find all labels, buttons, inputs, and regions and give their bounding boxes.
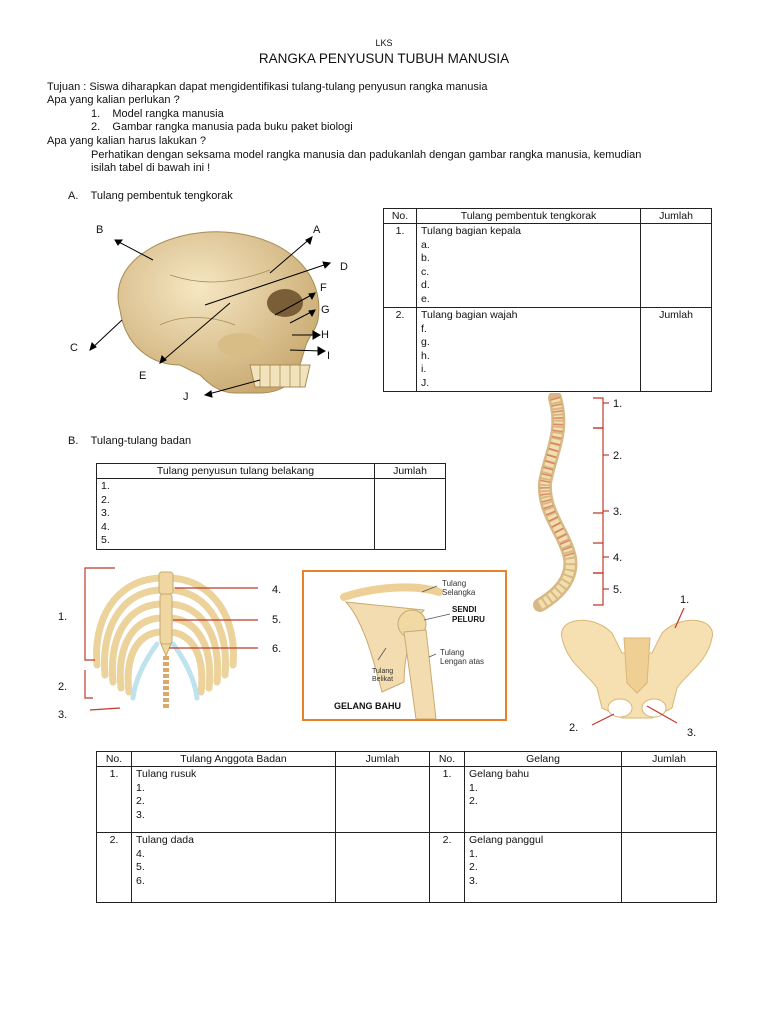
row-no: 1. <box>430 767 465 833</box>
list-item: 4. <box>101 520 110 533</box>
list-item: 5. <box>101 534 110 546</box>
label-lengan-atas: Tulang Lengan atas <box>440 648 485 666</box>
intro-lakukan-text: Perhatikan dengan seksama model rangka manusia dan padukanlah dengan gambar rangka manusia, kemudian <box>91 149 642 161</box>
list-item: f. <box>421 322 427 335</box>
row-title: Tulang bagian kepala <box>421 225 522 237</box>
worksheet-code: LKS <box>375 38 393 48</box>
row-no: 2. <box>384 308 417 392</box>
spine-label-4: 4. <box>613 552 623 564</box>
table-row <box>430 767 717 833</box>
skull-illustration <box>60 215 360 415</box>
list-item: 2. <box>469 795 478 807</box>
table-header: Gelang <box>465 752 622 767</box>
spine-table <box>96 463 446 550</box>
table-header: Jumlah <box>375 464 446 479</box>
list-item: 5. <box>136 861 145 873</box>
table-header: No. <box>384 209 417 224</box>
list-item: c. <box>421 265 430 278</box>
skull-label-f: F <box>320 282 327 294</box>
list-item: a. <box>421 238 430 251</box>
row-title: Gelang panggul <box>469 834 544 846</box>
spine-label-5: 5. <box>613 584 623 596</box>
list-item: d. <box>421 279 430 291</box>
label-belikat: Tulang Belikat <box>372 668 394 683</box>
row-title: Tulang rusuk <box>136 768 197 780</box>
pelvis-illustration <box>552 608 722 738</box>
table-row <box>430 833 717 903</box>
list-item: 6. <box>136 874 145 887</box>
row-content <box>465 767 622 833</box>
rib-label-4: 4. <box>272 584 282 596</box>
table-header: Jumlah <box>641 209 712 224</box>
pelvis-label-3: 3. <box>687 727 697 739</box>
intro-lakukan-text: isilah tabel di bawah ini ! <box>91 162 211 174</box>
table-row <box>97 767 430 833</box>
list-item: 1. <box>136 781 145 794</box>
rib-label-1: 1. <box>58 611 68 623</box>
ribcage-illustration <box>75 560 300 720</box>
rib-label-3: 3. <box>58 709 68 721</box>
table-row <box>97 833 430 903</box>
pelvis-label-1: 1. <box>680 594 690 606</box>
row-title: Tulang dada <box>136 834 194 846</box>
intro-perlukan-item: 1. Model rangka manusia <box>91 108 224 120</box>
row-jumlah <box>641 224 712 308</box>
list-item: i. <box>421 363 427 375</box>
gelang-table <box>429 751 717 903</box>
list-item: b. <box>421 252 430 264</box>
row-content <box>417 224 641 308</box>
spine-illustration <box>515 393 635 613</box>
skull-label-b: B <box>96 224 104 236</box>
row-content <box>97 479 375 550</box>
list-item: 1. <box>101 480 110 492</box>
pelvis-label-2: 2. <box>569 722 579 734</box>
table-row <box>384 224 712 308</box>
section-b-heading: B. Tulang-tulang badan <box>68 435 192 447</box>
table-row <box>384 308 712 392</box>
skull-label-d: D <box>340 261 348 273</box>
row-content <box>132 767 336 833</box>
list-item: g. <box>421 336 430 348</box>
table-header: Tulang Anggota Badan <box>132 752 336 767</box>
row-content <box>465 833 622 903</box>
spine-label-1: 1. <box>613 398 623 410</box>
label-selangka: Tulang Selangka <box>442 579 476 597</box>
row-no: 1. <box>384 224 417 308</box>
shoulder-figure <box>302 570 507 721</box>
skull-label-e: E <box>139 370 147 382</box>
list-item: h. <box>421 349 430 362</box>
shoulder-title: GELANG BAHU <box>334 701 401 711</box>
list-item: e. <box>421 292 430 305</box>
intro-tujuan: Tujuan : Siswa diharapkan dapat mengidentifikasi tulang-tulang penyusun rangka manusia <box>47 81 488 93</box>
list-item: 3. <box>136 808 145 821</box>
list-item: J. <box>421 376 430 389</box>
page-title: RANGKA PENYUSUN TUBUH MANUSIA <box>258 51 510 66</box>
table-row <box>97 479 446 550</box>
intro-perlukan-item: 2. Gambar rangka manusia pada buku paket biologi <box>91 121 353 133</box>
table-header: Jumlah <box>622 752 717 767</box>
table-header: No. <box>430 752 465 767</box>
row-jumlah: Jumlah <box>641 308 712 392</box>
intro-perlukan-question: Apa yang kalian perlukan ? <box>47 94 180 106</box>
table-header: No. <box>97 752 132 767</box>
row-no: 1. <box>97 767 132 833</box>
table-header: Tulang pembentuk tengkorak <box>417 209 641 224</box>
list-item: 4. <box>136 847 145 860</box>
rib-label-5: 5. <box>272 614 282 626</box>
row-title: Gelang bahu <box>469 768 530 780</box>
spine-label-2: 2. <box>613 450 623 462</box>
table-header: Jumlah <box>336 752 430 767</box>
skull-label-a: A <box>313 224 321 236</box>
label-sendi-peluru: SENDI PELURU <box>452 605 485 624</box>
rib-label-6: 6. <box>272 643 282 655</box>
intro-lakukan-question: Apa yang kalian harus lakukan ? <box>47 135 206 147</box>
row-content <box>132 833 336 903</box>
section-a-heading: A. Tulang pembentuk tengkorak <box>68 190 233 202</box>
list-item: 1. <box>469 847 478 860</box>
skull-table <box>383 208 712 392</box>
row-title: Tulang bagian wajah <box>421 309 518 321</box>
row-no: 2. <box>430 833 465 903</box>
row-no: 2. <box>97 833 132 903</box>
list-item: 3. <box>469 874 478 887</box>
list-item: 2. <box>101 493 110 506</box>
skull-label-g: G <box>321 304 330 316</box>
table-header: Tulang penyusun tulang belakang <box>97 464 375 479</box>
rib-label-2: 2. <box>58 681 68 693</box>
list-item: 2. <box>136 795 145 807</box>
spine-label-3: 3. <box>613 506 623 518</box>
row-content <box>417 308 641 392</box>
skull-label-j: J <box>183 391 189 403</box>
anggota-badan-table <box>96 751 430 903</box>
skull-label-i: I <box>327 350 331 362</box>
list-item: 1. <box>469 781 478 794</box>
skull-label-c: C <box>70 342 78 354</box>
list-item: 2. <box>469 861 478 873</box>
list-item: 3. <box>101 507 110 519</box>
skull-label-h: H <box>321 329 329 341</box>
